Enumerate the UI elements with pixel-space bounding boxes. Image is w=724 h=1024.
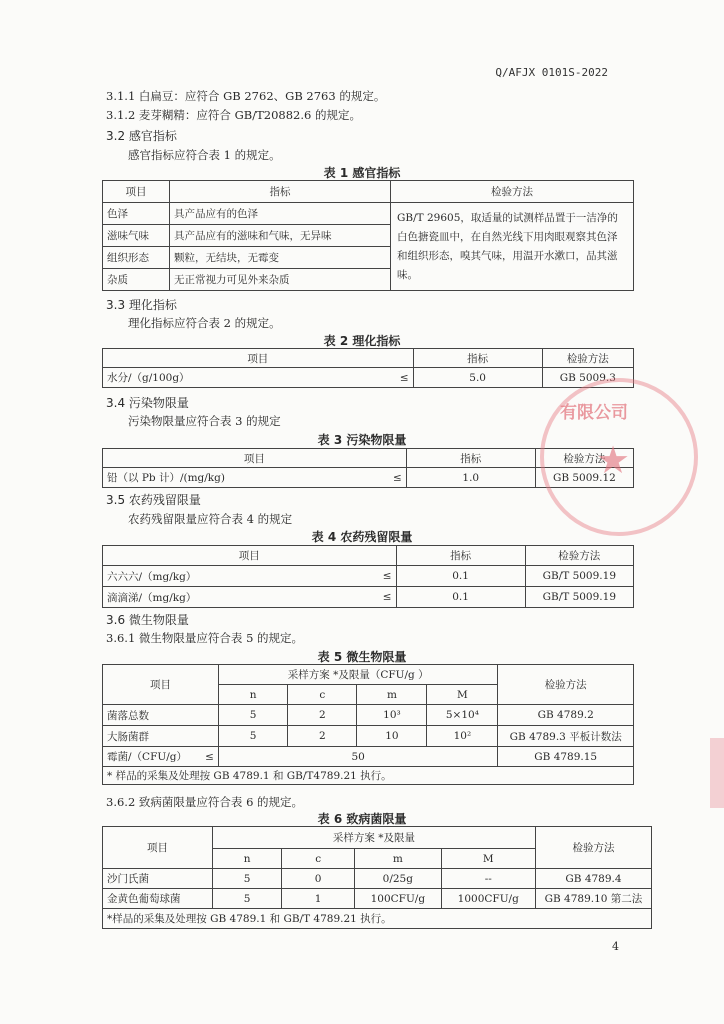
clause-3-1-2: 3.1.2 麦芽糊精：应符合 GB/T20882.6 的规定。 [106, 108, 361, 122]
t6-header-plan: 采样方案 *及限量 [213, 827, 536, 849]
t3-row-method: GB 5009.12 [535, 468, 633, 488]
t6-sub-m: m [355, 849, 442, 869]
table6-caption: 表 6 致病菌限量 [317, 812, 407, 826]
t2-row-op: ≤ [381, 368, 414, 388]
table1-caption: 表 1 感官指标 [323, 166, 401, 180]
edge-stamp-mark [710, 738, 724, 808]
t2-header-method: 检验方法 [542, 349, 633, 368]
t6-row-M: 1000CFU/g [441, 889, 535, 909]
t5-row-M: 5×10⁴ [427, 705, 498, 726]
heading-3-6: 3.6 微生物限量 [106, 613, 189, 627]
t4-row-value: 0.1 [396, 587, 525, 608]
t6-header-item: 项目 [103, 827, 213, 869]
para-3-6-2: 3.6.2 致病菌限量应符合表 6 的规定。 [106, 795, 304, 809]
t6-row-item: 金黄色葡萄球菌 [103, 889, 213, 909]
t1-row-spec: 具产品应有的滋味和气味，无异味 [170, 225, 391, 247]
table2 [102, 348, 634, 388]
t2-row-method: GB 5009.3 [542, 368, 633, 388]
standard-code: Q/AFJX 0101S-2022 [495, 66, 608, 79]
table2-caption: 表 2 理化指标 [323, 334, 401, 348]
t6-note: *样品的采集及处理按 GB 4789.1 和 GB/T 4789.21 执行。 [103, 909, 652, 929]
t6-row-m: 0/25g [355, 869, 442, 889]
t3-row-value: 1.0 [406, 468, 535, 488]
t4-row-value: 0.1 [396, 566, 525, 587]
t2-header-item: 项目 [103, 349, 414, 368]
t5-sub-n: n [218, 685, 287, 705]
table5 [102, 664, 634, 785]
t4-header-spec: 指标 [396, 546, 525, 566]
t5-row-c: 2 [288, 726, 357, 747]
t3-header-item: 项目 [103, 449, 407, 468]
t6-row-n: 5 [213, 869, 282, 889]
t6-sub-c: c [282, 849, 355, 869]
t3-row-op: ≤ [374, 468, 407, 488]
t1-row-spec: 无正常视力可见外来杂质 [170, 269, 391, 291]
t1-row-item: 色泽 [103, 203, 170, 225]
t5-row-method: GB 4789.3 平板计数法 [498, 726, 634, 747]
t5-header-method: 检验方法 [498, 665, 634, 705]
t5-row-m: 10³ [357, 705, 427, 726]
t6-row-c: 1 [282, 889, 355, 909]
page-number: 4 [612, 940, 619, 953]
para-3-6-1: 3.6.1 微生物限量应符合表 5 的规定。 [106, 631, 304, 645]
seal-text: 有限公司 [560, 403, 628, 423]
t6-row-M: -- [441, 869, 535, 889]
table6 [102, 826, 652, 929]
t5-row-item: 菌落总数 [103, 705, 219, 726]
t5-mold-value: 50 [218, 747, 497, 767]
t5-mold-op: ≤ [191, 747, 219, 767]
t1-row-spec: 具产品应有的色泽 [170, 203, 391, 225]
t6-row-m: 100CFU/g [355, 889, 442, 909]
t5-row-item: 大肠菌群 [103, 726, 219, 747]
table4-caption: 表 4 农药残留限量 [311, 530, 413, 544]
t1-row-item: 组织形态 [103, 247, 170, 269]
t4-row-method: GB/T 5009.19 [525, 566, 633, 587]
para-3-5: 农药残留限量应符合表 4 的规定 [128, 512, 293, 526]
t1-method: GB/T 29605，取适量的试测样品置于一洁净的白色搪瓷皿中，在自然光线下用肉眼观察其色泽和组织形态，嗅其气味，用温开水漱口，品其滋味。 [391, 203, 634, 291]
table1 [102, 180, 634, 291]
t5-row-c: 2 [288, 705, 357, 726]
t5-sub-m: m [357, 685, 427, 705]
table3-caption: 表 3 污染物限量 [317, 433, 407, 447]
t3-row-item: 铅（以 Pb 计）/(mg/kg) [103, 468, 374, 488]
t4-row-item: 六六六/（mg/kg） [103, 566, 364, 587]
t5-row-n: 5 [218, 705, 287, 726]
t1-row-item: 杂质 [103, 269, 170, 291]
t4-row-item: 滴滴涕/（mg/kg） [103, 587, 364, 608]
t6-row-method: GB 4789.10 第二法 [535, 889, 651, 909]
table5-caption: 表 5 微生物限量 [317, 650, 407, 664]
t2-header-spec: 指标 [413, 349, 542, 368]
t5-header-plan: 采样方案 *及限量（CFU/g ） [218, 665, 497, 685]
t3-header-spec: 指标 [406, 449, 535, 468]
t5-row-method: GB 4789.2 [498, 705, 634, 726]
t6-row-method: GB 4789.4 [535, 869, 651, 889]
t1-header-spec: 指标 [170, 181, 391, 203]
t5-sub-M: M [427, 685, 498, 705]
t1-row-spec: 颗粒，无结块，无霉变 [170, 247, 391, 269]
t6-row-c: 0 [282, 869, 355, 889]
heading-3-4: 3.4 污染物限量 [106, 396, 189, 410]
heading-3-5: 3.5 农药残留限量 [106, 493, 201, 507]
heading-3-3: 3.3 理化指标 [106, 298, 177, 312]
heading-3-2: 3.2 感官指标 [106, 129, 177, 143]
t4-row-method: GB/T 5009.19 [525, 587, 633, 608]
t4-header-item: 项目 [103, 546, 397, 566]
t3-header-method: 检验方法 [535, 449, 633, 468]
seal-star-icon: ★ [596, 438, 631, 482]
t1-header-item: 项目 [103, 181, 170, 203]
t1-header-method: 检验方法 [391, 181, 634, 203]
t4-header-method: 检验方法 [525, 546, 633, 566]
para-3-4: 污染物限量应符合表 3 的规定 [128, 414, 281, 428]
t6-sub-M: M [441, 849, 535, 869]
t4-row-op: ≤ [364, 587, 397, 608]
t5-row-m: 10 [357, 726, 427, 747]
t6-row-item: 沙门氏菌 [103, 869, 213, 889]
t1-row-item: 滋味气味 [103, 225, 170, 247]
t4-row-op: ≤ [364, 566, 397, 587]
t5-note: * 样品的采集及处理按 GB 4789.1 和 GB/T4789.21 执行。 [103, 767, 634, 785]
table4 [102, 545, 634, 608]
t2-row-item: 水分/（g/100g） [103, 368, 381, 388]
t2-row-value: 5.0 [413, 368, 542, 388]
t5-sub-c: c [288, 685, 357, 705]
t5-row-M: 10² [427, 726, 498, 747]
t5-mold-method: GB 4789.15 [498, 747, 634, 767]
t6-row-n: 5 [213, 889, 282, 909]
para-3-2: 感官指标应符合表 1 的规定。 [128, 148, 281, 162]
t5-row-n: 5 [218, 726, 287, 747]
t6-sub-n: n [213, 849, 282, 869]
clause-3-1-1: 3.1.1 白扁豆：应符合 GB 2762、GB 2763 的规定。 [106, 89, 386, 103]
t5-header-item: 项目 [103, 665, 219, 705]
para-3-3: 理化指标应符合表 2 的规定。 [128, 316, 281, 330]
t6-header-method: 检验方法 [535, 827, 651, 869]
t5-mold-item: 霉菌/（CFU/g） [103, 747, 191, 767]
